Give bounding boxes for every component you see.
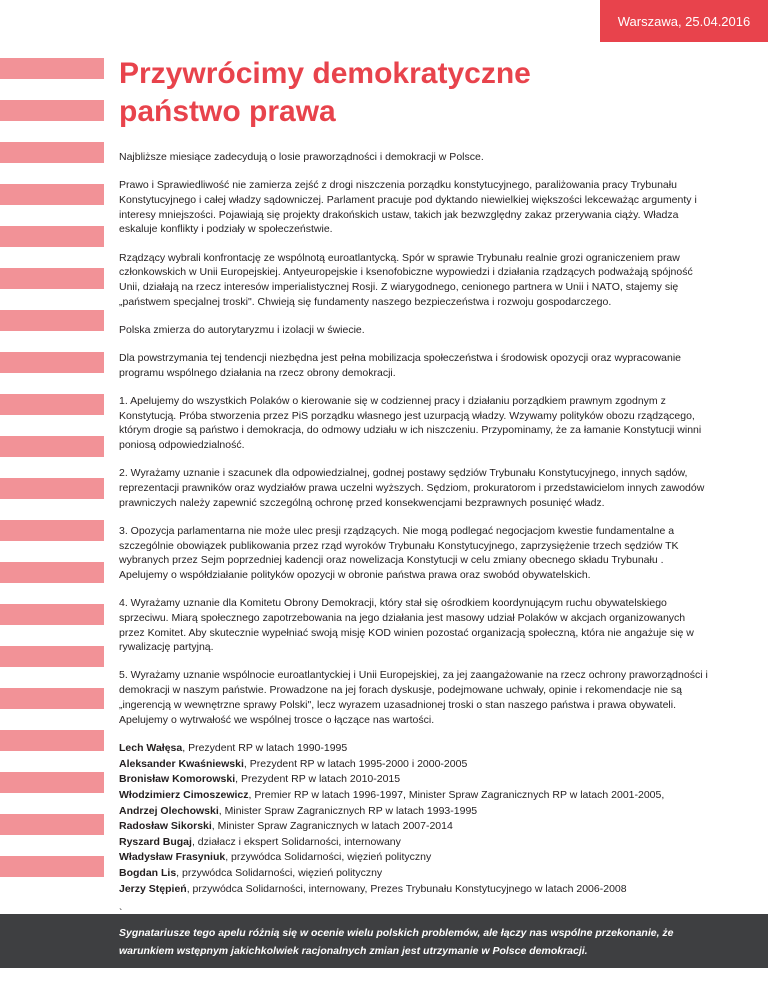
paragraph: Rządzący wybrali konfrontację ze wspólnotą euroatlantycką. Spór w sprawie Trybunału realnie grozi ograniczeniem praw członkowskich w Unii Europejskiej. Antyeuropejskie i ksenofobiczne wypowiedzi i działania rządzących podważają spójność Unii, działają na rzecz interesów imperialistycznej Rosji. Z wiarygodnego, cenionego partnera w Unii i NATO, stajemy się „państwem specjalnej troski". Chwieją się fundamenty naszego bezpieczeństwa i rozwoju gospodarczego. [119,251,693,308]
stripe [0,856,104,877]
signatory-role: , przywódca Solidarności, więzień polityczny [176,867,383,880]
stripe [0,604,104,625]
stripe [0,478,104,499]
appeal-point-1: 1. Apelujemy do wszystkich Polaków o kierowanie się w codziennej pracy i działaniu porządkiem prawnym zgodnym z Konstytucją. Próba stworzenia przez PiS porządku własnego jest uzurpacją władzy. Wzywamy polityków obozu rządzącego, którym drogie są państwo i demokracja, do odmowy udziału w ich niszczeniu. Przypominamy, że za łamanie Konstytucji winni poniosą odpowiedzialność. [119,394,702,452]
paragraph: Prawo i Sprawiedliwość nie zamierza zejść z drogi niszczenia porządku konstytucyjnego, paraliżowania pracy Trybunału Konstytucyjnego i całej władzy sądowniczej. Parlament pracuje pod dyktando niewielkiej większości lekceważąc argumenty i interesy mniejszości. Pojawiają się projekty drakońskich ustaw, takich jak bezwzględny zakaz przerywania ciąży. Władza eskaluje konflikty i podziały w społeczeństwie. [119,179,697,236]
title-line-2: państwo prawa [119,95,336,128]
stripe [0,562,104,583]
stripe [0,226,104,247]
appeal-point-2: 2. Wyrażamy uznanie i szacunek dla odpowiedzialnej, godnej postawy sędziów Trybunału Konstytucyjnego, innych sądów, reprezentacji prawników oraz wydziałów prawa uczelni wyższych. Sędziom, prokuratorom i przedstawicielom innych zawodów prawniczych należy zapewnić szczególną ochronę przed konsekwencjami bezprawnych posunięć władz. [119,467,705,509]
signatory [119,788,713,804]
signatory-role: , Minister Spraw Zagranicznych RP w latach 1993-1995 [218,804,478,817]
signatory-role: , Prezydent RP w latach 2010-2015 [235,773,401,786]
stripe [0,730,104,751]
appeal-point-5: 5. Wyrażamy uznanie wspólnocie euroatlantyckiej i Unii Europejskiej, za jej zaangażowanie na rzecz ochrony praworządności i demokracji w naszym państwie. Prowadzone na jej forach dyskusje, podejmowane uchwały, opinie i rekomendacje nie są „ingerencją w wewnętrzne sprawy Polski", lecz wyrazem uzasadnionej troski o stan naszego państwa i prawa obywateli. Apelujemy o wytrwałość we wspólnej trosce o łączące nas wartości. [119,669,708,726]
stripe [0,814,104,835]
stripe [0,772,104,793]
date-badge [600,0,768,42]
stripe [0,184,104,205]
date-text: Warszawa, 25.04.2016 [617,13,751,29]
signatory [119,866,713,882]
signatory-name: Aleksander Kwaśniewski [119,757,244,770]
signatory-role: , przywódca Solidarności, więzień polityczny [225,851,432,864]
stripe [0,520,104,541]
footer-banner [0,914,768,968]
stripe [0,58,104,79]
signatory-name: Władysław Frasyniuk [119,851,226,864]
stripe [0,646,104,667]
signatory-name: Włodzimierz Cimoszewicz [119,789,249,802]
signatory-role: , Minister Spraw Zagranicznych w latach 2007-2014 [211,820,453,833]
stripe [0,352,104,373]
signatory [119,772,713,788]
signatory-role: , Prezydent RP w latach 1990-1995 [182,742,348,755]
document-body [119,55,713,897]
signatory-name: Ryszard Bugaj [119,835,192,848]
stripe [0,394,104,415]
signatory [119,804,713,820]
signatory-name: Radosław Sikorski [119,820,212,833]
signatory-name: Bronisław Komorowski [119,773,236,786]
stripe [0,100,104,121]
signatory-name: Andrzej Olechowski [119,804,219,817]
lead-paragraph: Najbliższe miesiące zadecydują o losie praworządności i demokracji w Polsce. [119,151,484,163]
appeal-point-4: 4. Wyrażamy uznanie dla Komitetu Obrony Demokracji, który stał się ośrodkiem koordynującym ruchu obywatelskiego sprzeciwu. Miarą społecznego zapotrzebowania na jego działania jest masowy udział Polaków w akcjach organizowanych przez Komitet. Aby skutecznie wypełniać swoją misję KOD winien pozostać organizacją społeczną, która nie angażuje się w rywalizację partyjną. [119,597,694,654]
signatory [119,741,713,757]
stripe [0,436,104,457]
stripe [0,688,104,709]
appeal-point-3: 3. Opozycja parlamentarna nie może ulec presji rządzących. Nie mogą podlegać negocjacjom kwestie fundamentalne a szczególnie obowiązek publikowania przez rząd wyroków Trybunału Konstytucyjnego, zaprzysiężenie trzech sędziów TK wybranych przez Sejm poprzedniej kadencji oraz nowelizacja Konstytucji w celu zmiany obecnego składu Trybunału . Apelujemy o współdziałanie polityków opozycji w obronie państwa prawa oraz swobód obywatelskich. [119,524,679,581]
footer-text: Sygnatariusze tego apelu różnią się w ocenie wielu polskich problemów, ale łączy nas wspólne przekonanie, że warunkiem wstępnym jakichkolwiek racjonalnych zmian jest utrzymanie w Polsce demokracji. [119,927,674,957]
paragraph: Dla powstrzymania tej tendencji niezbędna jest pełna mobilizacja społeczeństwa i środowisk opozycji oraz wypracowanie programu wspólnego działania na rzecz obrony demokracji. [119,352,682,379]
signatory [119,850,713,866]
stripe [0,310,104,331]
signatory-role: , Prezydent RP w latach 1995-2000 i 2000-2005 [243,757,468,770]
signatory [119,835,713,851]
stripe [0,268,104,289]
signatory-role: , Premier RP w latach 1996-1997, Minister Spraw Zagranicznych RP w latach 2001-2005, [248,789,665,802]
signatories-list [119,741,713,897]
signatory-name: Bogdan Lis [119,867,177,880]
signatory-name: Jerzy Stępień [119,882,187,895]
signatory [119,882,713,898]
signatory [119,819,713,835]
stripe [0,142,104,163]
signatory [119,757,713,773]
signatory-name: Lech Wałęsa [119,742,183,755]
page-title [119,55,713,131]
signatory-role: , działacz i ekspert Solidarności, internowany [191,835,401,848]
signatory-role: , przywódca Solidarności, internowany, Prezes Trybunału Konstytucyjnego w latach 2006-2008 [186,882,627,895]
paragraph: Polska zmierza do autorytaryzmu i izolacji w świecie. [119,323,365,336]
title-line-1: Przywrócimy demokratyczne [119,57,531,90]
